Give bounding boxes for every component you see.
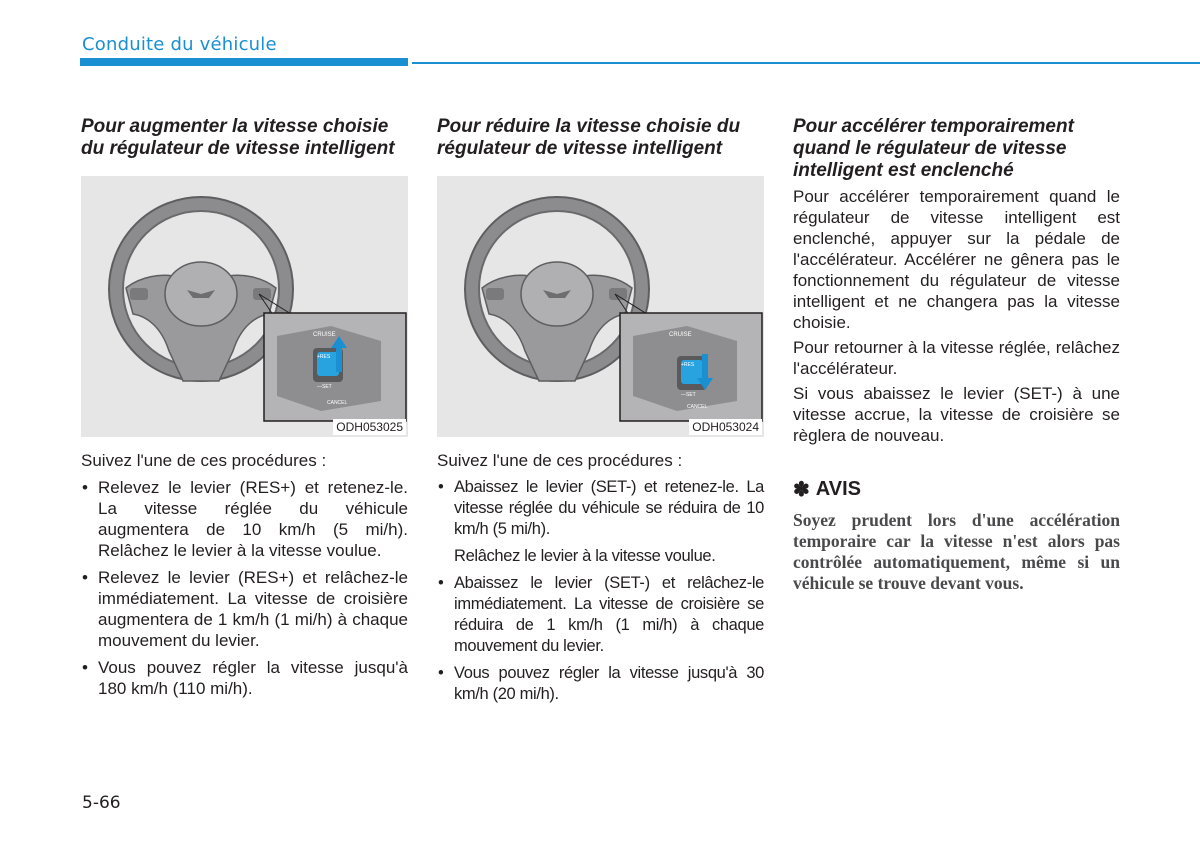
paragraph: Pour retourner à la vitesse réglée, relâchez l'accélérateur. <box>793 338 1120 378</box>
label-set: —SET <box>317 384 332 390</box>
list-item-text: Vous pouvez régler la vitesse jusqu'à 30 km/h (20 mi/h). <box>454 664 764 703</box>
label-res: +RES <box>681 362 695 368</box>
column-increase-speed <box>81 116 408 705</box>
label-cruise: CRUISE <box>669 332 692 338</box>
list-item <box>81 567 408 651</box>
heading-reduce-speed: Pour réduire la vitesse choisie du régulateur de vitesse intelligent <box>437 116 741 159</box>
steering-wheel-figure-up <box>81 176 408 437</box>
column-temporary-acceleration <box>793 116 1120 594</box>
figure-code: ODH053025 <box>333 419 406 435</box>
label-res: +RES <box>317 354 331 360</box>
bullet-list <box>81 477 408 699</box>
asterisk-icon: ✽ <box>793 479 810 501</box>
list-item-text: Abaissez le levier (SET-) et retenez-le. La vitesse réglée du véhicule se réduira de 10 km/h (5 mi/h). <box>454 478 764 538</box>
column-reduce-speed <box>437 116 764 711</box>
list-item-text: Abaissez le levier (SET-) et relâchez-le immédiatement. La vitesse de croisière se réduira de 1 km/h (1 mi/h) à chaque mouvement du levier. <box>454 574 764 655</box>
header-rule-thin <box>412 62 1200 64</box>
heading-increase-speed: Pour augmenter la vitesse choisie du régulateur de vitesse intelligent <box>81 116 395 159</box>
notice-heading <box>793 477 1120 502</box>
list-item <box>81 477 408 561</box>
bullet-icon: • <box>82 478 88 497</box>
label-cancel: CANCEL <box>687 404 708 410</box>
figure-code: ODH053024 <box>689 419 762 435</box>
intro-text: Suivez l'une de ces procédures : <box>81 451 327 470</box>
list-item-followup: Relâchez le levier à la vitesse voulue. <box>454 547 716 565</box>
list-item-text: Relevez le levier (RES+) et relâchez-le immédiatement. La vitesse de croisière augmentera de 1 km/h (1 mi/h) à chaque mouvement du levier. <box>98 568 408 650</box>
steering-wheel-figure-down <box>437 176 764 437</box>
list-item <box>437 663 764 705</box>
bullet-icon: • <box>82 568 88 587</box>
heading-temporary-acceleration: Pour accélérer temporairement quand le régulateur de vitesse intelligent est enclenché <box>793 116 1074 181</box>
list-item <box>437 477 764 540</box>
header-rule-thick <box>80 58 408 66</box>
notice-text: Soyez prudent lors d'une accélération temporaire car la vitesse n'est alors pas contrôlée automatiquement, même si un véhicule se trouve devant vous. <box>793 510 1120 593</box>
bullet-icon: • <box>438 478 444 496</box>
bullet-list <box>437 573 764 705</box>
bullet-icon: • <box>82 658 88 677</box>
paragraph: Pour accélérer temporairement quand le régulateur de vitesse intelligent est enclenché, appuyer sur la pédale de l'accélérateur. Accélérer ne gênera pas le fonctionnement du régulateur de vitesse intelligent et ne changera pas la vitesse choisie. <box>793 187 1120 332</box>
intro-text: Suivez l'une de ces procédures : <box>437 451 683 470</box>
paragraph: Si vous abaissez le levier (SET-) à une vitesse accrue, la vitesse de croisière se règlera de nouveau. <box>793 384 1120 445</box>
label-cancel: CANCEL <box>327 400 348 406</box>
bullet-icon: • <box>438 574 444 592</box>
section-title: Conduite du véhicule <box>82 34 277 55</box>
list-item-text: Vous pouvez régler la vitesse jusqu'à 180 km/h (110 mi/h). <box>98 658 408 698</box>
list-item <box>437 573 764 657</box>
list-item <box>81 657 408 699</box>
notice-title: AVIS <box>815 478 861 500</box>
bullet-list <box>437 477 764 540</box>
bullet-icon: • <box>438 664 444 682</box>
list-item-text: Relevez le levier (RES+) et retenez-le. La vitesse réglée du véhicule augmentera de 10 km/h (5 mi/h). Relâchez le levier à la vitesse voulue. <box>98 478 408 560</box>
page-number: 5-66 <box>82 793 121 813</box>
label-cruise: CRUISE <box>313 332 336 338</box>
label-set: —SET <box>681 392 696 398</box>
